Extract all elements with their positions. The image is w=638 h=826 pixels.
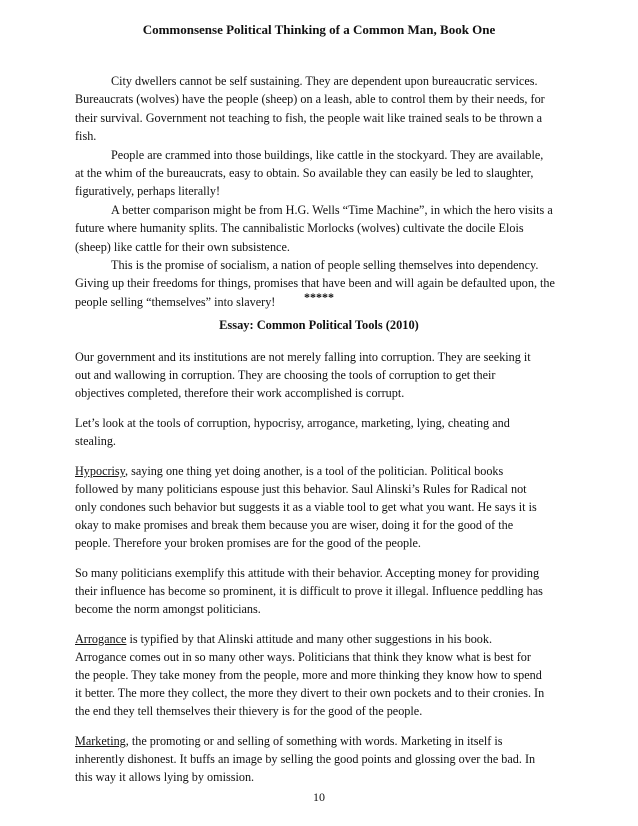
marketing-text: , the promoting or and selling of something with words. Marketing in itself is inherently dishonest. It buffs an image by selling the good points and glossing over the bad. In this way it allows lying by omission. — [75, 734, 536, 784]
term-marketing: Marketing — [75, 734, 126, 748]
essay-paragraph-marketing — [75, 732, 545, 786]
intro-section — [75, 72, 555, 311]
term-hypocrisy: Hypocrisy — [75, 464, 125, 478]
essay-body — [75, 348, 545, 798]
paragraph-crammed: People are crammed into those buildings, like cattle in the stockyard. They are available, at the whim of the bureaucrats, easy to obtain. So available they can easily be led to slaughter, figuratively, perhaps literally! — [75, 147, 544, 199]
page-number: 10 — [313, 790, 325, 804]
essay-paragraph-hypocrisy — [75, 462, 545, 552]
essay-paragraph-influence: So many politicians exemplify this attitude with their behavior. Accepting money for providing their influence has become so prominent, it is difficult to prove it illegal. Influence peddling has become the norm amongst politicians. — [75, 566, 543, 616]
paragraph-city-dwellers: City dwellers cannot be self sustaining. They are dependent upon bureaucratic services. Bureaucrats (wolves) have the people (sheep) on a leash, able to control them by their needs, for their survival. Government not teaching to fish, the people wait like trained seals to be thrown a fish. — [75, 74, 545, 144]
paragraph-time-machine: A better comparison might be from H.G. Wells “Time Machine”, in which the hero visits a future where humanity splits. The cannibalistic Morlocks (wolves) cultivate the docile Elois (sheep) like cattle for their own subsistence. — [75, 202, 553, 254]
running-header: Commonsense Political Thinking of a Common Man, Book One — [142, 22, 496, 37]
essay-paragraph-tools: Let’s look at the tools of corruption, hypocrisy, arrogance, marketing, lying, cheating and stealing. — [75, 416, 510, 448]
section-separator: ***** — [304, 290, 334, 304]
paragraph-socialism: This is the promise of socialism, a nation of people selling themselves into dependency. Giving up their freedoms for things, promises that have been and will again be defaulted upon, the people selling “themselves” into slavery! — [75, 258, 555, 309]
essay-title: Essay: Common Political Tools (2010) — [219, 318, 419, 332]
term-arrogance: Arrogance — [75, 632, 127, 646]
essay-paragraph-corruption: Our government and its institutions are not merely falling into corruption. They are seeking it out and wallowing in corruption. They are choosing the tools of corruption to get their objectives completed, therefore their work accomplished is corrupt. — [75, 350, 531, 400]
hypocrisy-text: , saying one thing yet doing another, is a tool of the politician. Political books followed by many politicians espouse just this behavior. Saul Alinski’s Rules for Radical not only condones such behavior but suggests it as a viable tool to get what you want. He says it is okay to make promises and break them because you are wiser, doing it for the good of the people. Therefore your broken promises are for the good of the people. — [75, 464, 537, 550]
essay-paragraph-arrogance — [75, 630, 545, 720]
arrogance-text: is typified by that Alinski attitude and many other suggestions in his book. Arrogance comes out in so many other ways. Politicians that think they know what is best for the people. They take money from the people, more and more thinking they know how to spend it better. The more they collect, the more they divert to their own pockets and to their cronies. In the end they tell themselves their thievery is for the good of the people. — [75, 632, 545, 718]
